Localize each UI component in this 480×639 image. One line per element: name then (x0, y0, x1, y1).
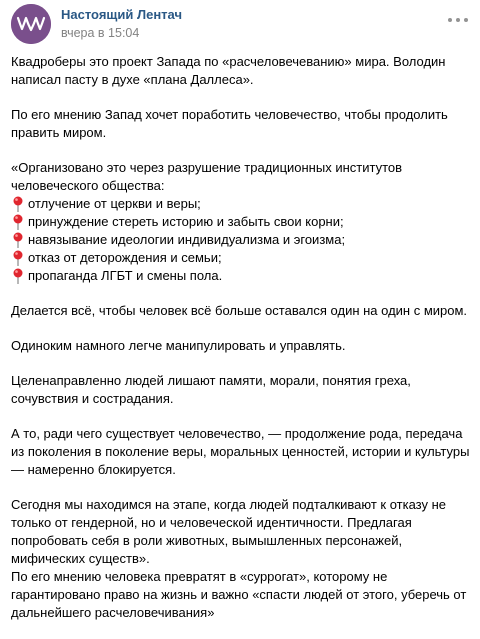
author-name[interactable]: Настоящий Лентач (61, 7, 182, 22)
paragraph: Одиноким намного легче манипулировать и управлять. (11, 338, 346, 353)
post-time[interactable]: вчера в 15:04 (61, 26, 140, 40)
paragraph: А то, ради чего существует человечество, — продолжение рода, передача из поколения в поколение веры, моральных ценностей, истории и культуры — намеренно блокируется. (11, 426, 470, 477)
paragraph: Делается всё, чтобы человек всё больше оставался один на один с миром. (11, 303, 468, 318)
list-item-text: принуждение стереть историю и забыть свои корни; (28, 214, 344, 229)
list-item (11, 249, 473, 267)
list-item (11, 231, 473, 249)
list-item-text: пропаганда ЛГБТ и смены пола. (28, 268, 223, 283)
round-pushpin-icon (11, 214, 25, 230)
list-item-text: отказ от деторождения и семьи; (28, 250, 222, 265)
list-item-text: навязывание идеологии индивидуализма и эгоизма; (28, 232, 346, 247)
round-pushpin-icon (11, 250, 25, 266)
paragraph: По его мнению человека превратят в «суррогат», которому не гарантировано право на жизнь и важно «спасти людей от этого, уберечь от дальнейшего расчеловечивания» (11, 569, 467, 620)
list-item-text: отлучение от церкви и веры; (28, 196, 201, 211)
post-text (11, 53, 473, 639)
round-pushpin-icon (11, 232, 25, 248)
round-pushpin-icon (11, 268, 25, 284)
lentach-logo-icon (11, 4, 51, 44)
paragraph: Сегодня мы находимся на этапе, когда людей подталкивают к отказу не только от гендерной, но и человеческой идентичности. Предлагая попробовать себя в роли животных, вымышленных персонажей, мифических существ». (11, 497, 447, 566)
paragraph: Квадроберы это проект Запада по «расчеловечеванию» мира. Володин написал пасту в духе «плана Даллеса». (11, 54, 446, 87)
post-header (11, 4, 470, 44)
round-pushpin-icon (11, 196, 25, 212)
list-item (11, 213, 473, 231)
paragraph: По его мнению Запад хочет поработить человечество, чтобы продолить править миром. (11, 107, 448, 140)
quote-intro: «Организовано это через разрушение традиционных институтов человеческого общества: (11, 160, 403, 193)
avatar[interactable] (11, 4, 51, 44)
quote-block (11, 159, 473, 285)
list-item (11, 267, 473, 285)
paragraph: Целенаправленно людей лишают памяти, морали, понятия греха, сочувствия и сострадания. (11, 373, 411, 406)
more-horizontal-icon[interactable] (446, 12, 470, 28)
list-item (11, 195, 473, 213)
